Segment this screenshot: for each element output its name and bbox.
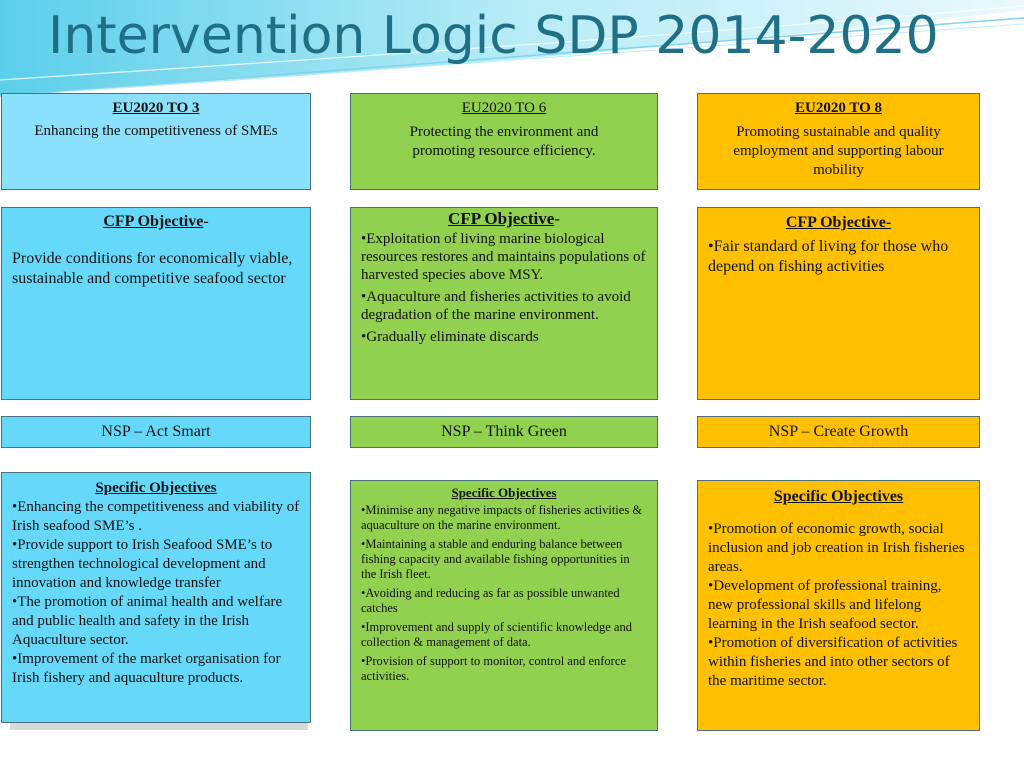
list-item: •Development of professional training, new professional skills and lifelong learning in the Irish seafood sector.	[708, 578, 942, 632]
list-item: •Provide support to Irish Seafood SME’s to strengthen technological development and innovation and knowledge transfer	[12, 537, 273, 591]
cfp-objective-box-2	[350, 207, 658, 400]
list-item: •The promotion of animal health and welfare and public health and safety in the Irish Aquaculture sector.	[12, 594, 283, 648]
page-title: Intervention Logic SDP 2014-2020	[48, 6, 939, 66]
list-item: •Improvement and supply of scientific knowledge and collection & management of data.	[361, 620, 632, 649]
specific-objectives-list-2	[361, 503, 647, 684]
list-item: •Minimise any negative impacts of fisheries activities & aquaculture on the marine environment.	[361, 503, 643, 532]
specific-objectives-list-3	[708, 520, 969, 691]
list-item: •Avoiding and reducing as far as possible unwanted catches	[361, 586, 620, 615]
list-item: •Exploitation of living marine biological resources restores and maintains populations of harvested species above MSY.	[361, 231, 646, 283]
specific-objectives-box-3	[697, 480, 980, 731]
list-item: •Promotion of diversification of activities within fisheries and into other sectors of the maritime sector.	[708, 635, 958, 689]
eu2020-to8-heading: EU2020 TO 8	[795, 100, 882, 116]
specific-objectives-list-1	[12, 498, 300, 688]
list-item: •Enhancing the competitiveness and viability of Irish seafood SME’s .	[12, 499, 300, 534]
nsp-act-smart-label: NSP – Act Smart	[101, 423, 211, 440]
specific-objectives-heading-3: Specific Objectives	[773, 488, 904, 505]
cfp-objective-box-1	[1, 207, 311, 400]
nsp-think-green-box	[350, 416, 658, 448]
cfp-objective-list-2	[361, 230, 647, 346]
cfp-objective-box-3	[697, 207, 980, 400]
eu2020-to8-text: Promoting sustainable and quality employment and supporting labour mobility	[733, 124, 944, 178]
list-item: •Fair standard of living for those who depend on fishing activities	[708, 238, 949, 275]
list-item: •Maintaining a stable and enduring balance between fishing capacity and available fishing opportunities in the Irish fleet.	[361, 537, 630, 581]
list-item: •Aquaculture and fisheries activities to avoid degradation of the marine environment.	[361, 289, 631, 323]
nsp-create-growth-box	[697, 416, 980, 448]
list-item: •Improvement of the market organisation for Irish fishery and aquaculture products.	[12, 651, 281, 686]
list-item: •Gradually eliminate discards	[361, 329, 539, 345]
cfp-objective-dash-2: -	[554, 209, 560, 228]
specific-objectives-box-2	[350, 480, 658, 731]
eu2020-to8-box	[697, 93, 980, 190]
cfp-objective-list-3	[708, 237, 969, 277]
specific-objectives-heading-1: Specific Objectives	[95, 480, 217, 496]
cfp-objective-text-1: Provide conditions for economically viable, sustainable and competitive seafood sector	[12, 250, 293, 287]
cfp-objective-heading-2: CFP Objective	[448, 209, 555, 228]
eu2020-to3-text: Enhancing the competitiveness of SMEs	[34, 123, 278, 139]
eu2020-to6-text: Protecting the environment and promoting resource efficiency.	[409, 124, 599, 159]
list-item: •Promotion of economic growth, social inclusion and job creation in Irish fisheries areas.	[708, 521, 965, 575]
nsp-create-growth-label: NSP – Create Growth	[768, 423, 909, 440]
nsp-think-green-label: NSP – Think Green	[441, 423, 567, 440]
eu2020-to6-box	[350, 93, 658, 190]
specific-objectives-box-1	[1, 472, 311, 723]
cfp-objective-heading-3: CFP Objective-	[785, 214, 892, 231]
cfp-objective-dash-1: -	[203, 213, 209, 230]
eu2020-to6-heading: EU2020 TO 6	[461, 100, 547, 116]
cfp-objective-heading-1: CFP Objective	[103, 213, 204, 230]
eu2020-to3-heading: EU2020 TO 3	[112, 100, 200, 116]
list-item: •Provision of support to monitor, control and enforce activities.	[361, 654, 626, 683]
eu2020-to3-box	[1, 93, 311, 190]
nsp-act-smart-box	[1, 416, 311, 448]
specific-objectives-heading-2: Specific Objectives	[451, 485, 557, 500]
